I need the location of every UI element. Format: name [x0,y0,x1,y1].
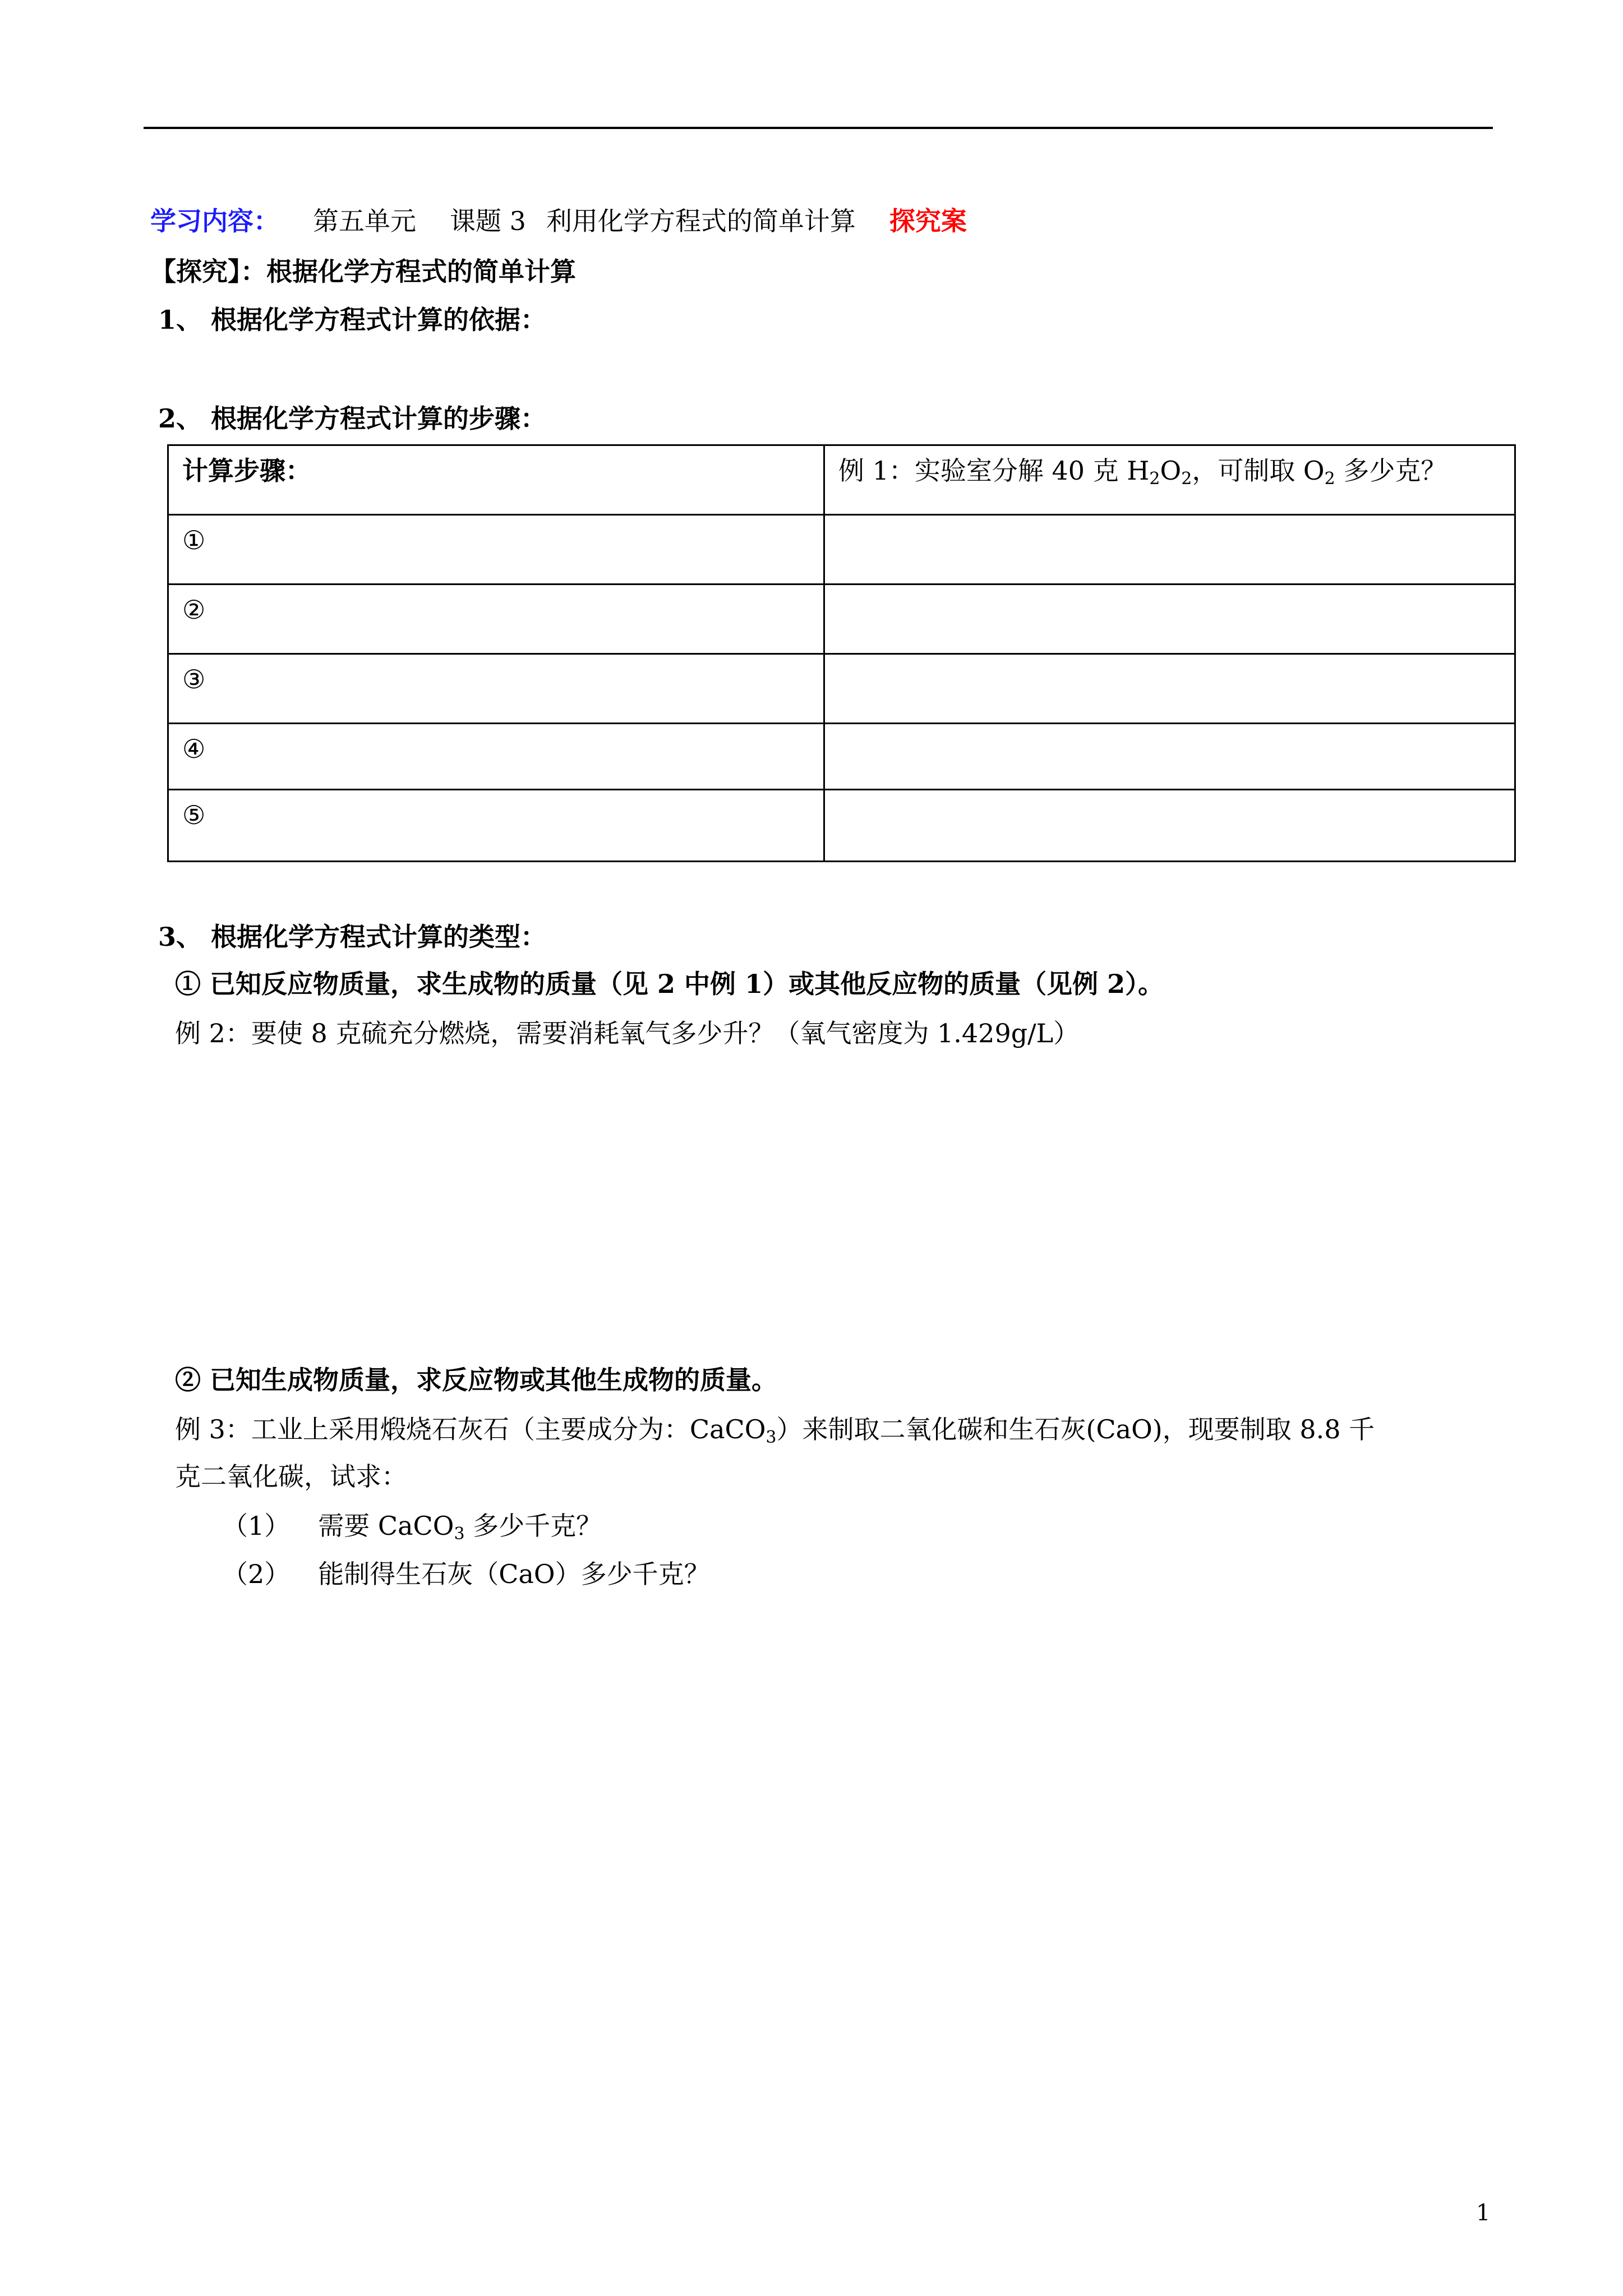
question-1: 1、 根据化学方程式计算的依据： [158,305,547,335]
example-3-sub-2 [222,1557,710,1591]
lesson-topic: 利用化学方程式的简单计算 [546,206,856,236]
example-3-line-2: 克二氧化碳，试求： [175,1461,407,1492]
step-1-answer-cell [824,515,1515,585]
example-3-sub-1 [222,1509,602,1543]
study-content-label: 学习内容： [150,206,279,236]
question-2: 2、 根据化学方程式计算的步骤： [158,403,547,434]
step-4-cell: ④ [168,724,824,790]
step-3-answer-cell [824,654,1515,724]
steps-table [167,444,1516,862]
subscript: 2 [1324,469,1335,489]
step-5-cell: ⑤ [168,790,824,862]
steps-header-cell: 计算步骤： [168,445,824,515]
header-rule [144,127,1493,129]
explore-heading: 【探究】：根据化学方程式的简单计算 [150,256,576,287]
lesson-header [150,204,967,238]
example-3-text: 例 3：工业上采用煅烧石灰石（主要成分为：CaCO [175,1414,766,1444]
example-1-text: ，可制取 O [1192,455,1325,486]
subscript: 3 [766,1428,777,1447]
step-2-cell: ② [168,585,824,654]
step-1-cell: ① [168,515,824,585]
subscript: 3 [454,1524,465,1544]
example-3-line-1 [175,1412,1375,1446]
subscript: 2 [1149,469,1160,489]
step-4-answer-cell [824,724,1515,790]
example-1-text: 例 1：实验室分解 40 克 H [838,455,1150,486]
explore-tag: 探究案 [889,206,967,236]
unit-label: 第五单元 [313,206,416,236]
example-1-text: 多少克？ [1335,455,1447,486]
example-2: 例 2：要使 8 克硫充分燃烧，需要消耗氧气多少升？（氧气密度为 1.429g/L） [175,1018,1080,1048]
example-1-cell [824,445,1515,515]
lesson-number: 课题 3 [450,206,526,236]
subscript: 2 [1181,469,1192,489]
example-3-text: ）来制取二氧化碳和生石灰(CaO)，现要制取 8.8 千 [776,1414,1375,1444]
sub-question-number: （2） [222,1559,291,1589]
step-5-answer-cell [824,790,1515,862]
sub-question-text: 需要 CaCO [318,1511,454,1541]
step-2-answer-cell [824,585,1515,654]
sub-question-number: （1） [222,1511,291,1541]
step-3-cell: ③ [168,654,824,724]
question-3: 3、 根据化学方程式计算的类型： [158,922,547,952]
page-number: 1 [1476,2200,1491,2226]
type-2-description: ② 已知生成物质量，求反应物或其他生成物的质量。 [175,1365,778,1395]
type-1-description: ① 已知反应物质量，求生成物的质量（见 2 中例 1）或其他反应物的质量（见例 2）。 [175,969,1164,999]
sub-question-text: 能制得生石灰（CaO）多少千克？ [318,1559,710,1589]
example-1-text: O [1160,455,1182,486]
sub-question-text: 多少千克？ [464,1511,602,1541]
